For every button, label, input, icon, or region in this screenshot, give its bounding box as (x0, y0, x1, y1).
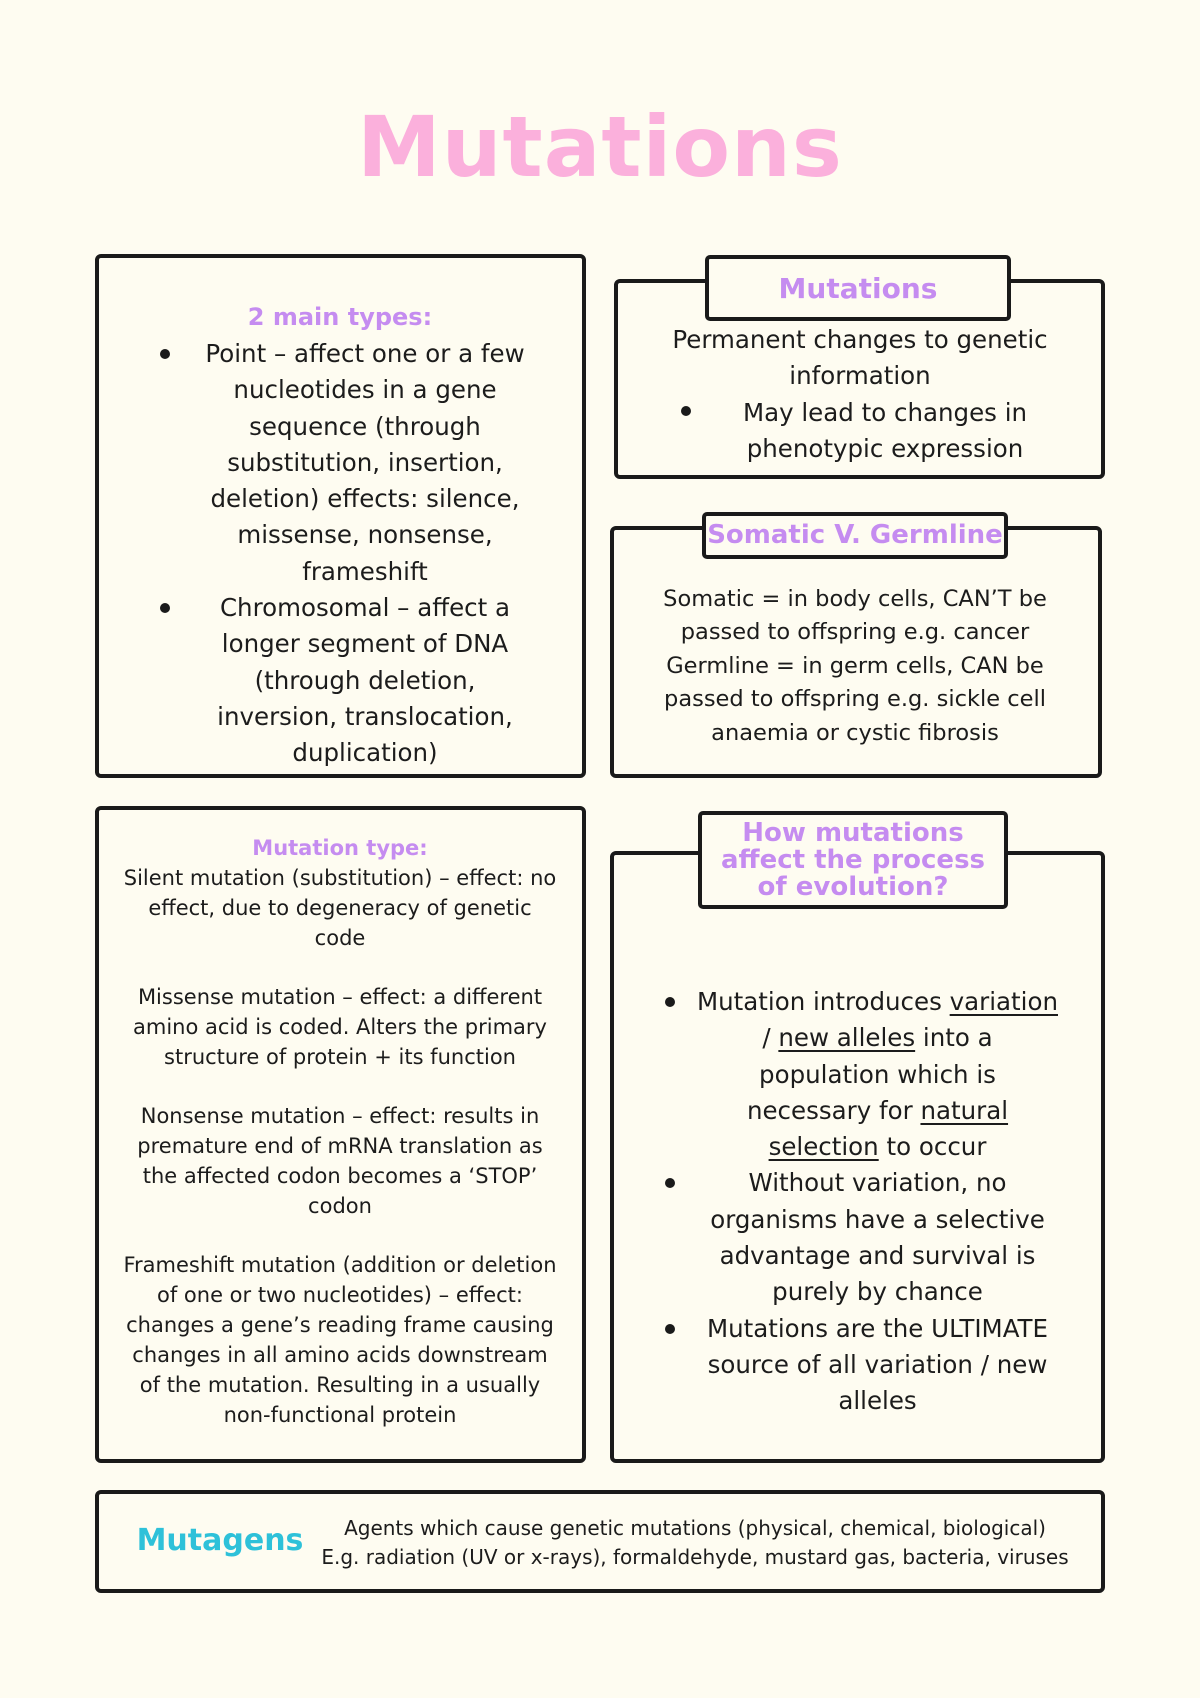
term-natural-selection: natural selection (768, 1095, 1009, 1162)
mutagens-line2: E.g. radiation (UV or x-rays), formaldehyde, mustard gas, bacteria, viruses (321, 1545, 1069, 1569)
bullet-dot (665, 1324, 675, 1334)
term-new-alleles: new alleles (778, 1023, 916, 1053)
main-types-heading: 2 main types: (247, 303, 433, 331)
evolution-bullet2-text: Without variation, no organisms have a selective advantage and survival is purely by chance (710, 1168, 1045, 1307)
nonsense-mutation-text: Nonsense mutation – effect: results in premature end of mRNA translation as the affected codon becomes a ‘STOP’ codon (137, 1104, 543, 1218)
somatic-germline-text: Somatic = in body cells, CAN’T be passed to offspring e.g. cancer Germline = in germ cells, CAN be passed to offspring e.g. sickle cell anaemia or cystic fibrosis (663, 586, 1047, 746)
evolution-bullet1-text: to occur (878, 1132, 987, 1162)
evolution-list (696, 984, 1059, 1420)
list-item-point (200, 336, 530, 590)
missense-mutation-text: Missense mutation – effect: a different amino acid is coded. Alters the primary structure of protein + its function (133, 985, 547, 1069)
list-item-chromosomal (200, 590, 530, 771)
mutagens-line1: Agents which cause genetic mutations (physical, chemical, biological) (344, 1516, 1046, 1540)
silent-mutation-text: Silent mutation (substitution) – effect: no effect, due to degeneracy of genetic code (123, 866, 557, 950)
list-item-no-variation (696, 1165, 1059, 1310)
chromosomal-mutation-text: Chromosomal – affect a longer segment of DNA (through deletion, inversion, translocation, duplication) (217, 593, 513, 768)
somatic-germline-heading-tab: Somatic V. Germline (702, 512, 1008, 559)
mutation-type-descriptions (122, 863, 558, 1430)
definition-text: Permanent changes to genetic information (672, 325, 1048, 391)
mutagens-label: Mutagens (136, 1523, 304, 1558)
evolution-heading-tab: How mutations affect the process of evolution? (698, 811, 1008, 909)
point-mutation-text: Point – affect one or a few nucleotides in a gene sequence (through substitution, insertion, deletion) effects: silence, missense, nonsense, frameshift (205, 339, 525, 586)
evolution-bullet1-text: into a population which is necessary for (746, 1023, 996, 1125)
bullet-dot (160, 349, 170, 359)
term-variation: variation (949, 987, 1058, 1016)
main-types-list (200, 336, 530, 772)
bullet-dot (665, 997, 675, 1007)
frameshift-mutation-text: Frameshift mutation (addition or deletion of one or two nucleotides) – effect: changes a gene’s reading frame causing changes in all amino acids downstream of the mutation. Resulting in a usually non-functional protein (123, 1253, 557, 1427)
evolution-bullet1-text: Mutation introduces (697, 987, 950, 1016)
definition-bullet-text: May lead to changes in phenotypic expression (742, 398, 1028, 464)
page-title: Mutations (357, 98, 843, 196)
list-item-variation (696, 984, 1059, 1165)
definition-heading-tab: Mutations (705, 255, 1011, 321)
list-item-ultimate-source (696, 1311, 1059, 1420)
evolution-bullet3-text: Mutations are the ULTIMATE source of all variation / new alleles (706, 1313, 1048, 1416)
bullet-dot (681, 406, 691, 416)
mutation-type-heading: Mutation type: (252, 836, 428, 860)
evolution-bullet1-text: / (762, 1023, 779, 1053)
